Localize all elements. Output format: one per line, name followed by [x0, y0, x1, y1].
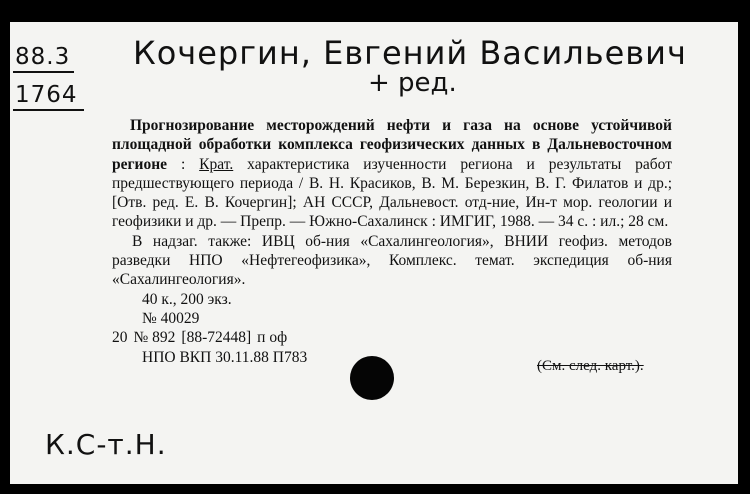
- order-num: 20: [112, 329, 128, 347]
- record-price: 40 к., 200 экз.: [142, 290, 232, 308]
- punch-hole: [350, 356, 394, 400]
- order-no: № 892: [133, 329, 176, 347]
- call-number-line-1: 88.3: [15, 44, 71, 70]
- handwritten-editor-mark: + ред.: [368, 68, 457, 98]
- abbr-text: Крат.: [199, 155, 234, 173]
- record-number: № 40029: [142, 309, 200, 327]
- order-line: [112, 328, 672, 347]
- order-code: [88-72448]: [181, 329, 252, 347]
- record-note: В надзаг. также: ИВЦ об-ния «Сахалингеология», ВНИИ геофиз. методов разведки НПО «Нефтегеофизика», Комплекс. темат. экспедиция об-ния «Сахалингеология».: [112, 232, 672, 289]
- record-description: характеристика изученности региона и результаты работ предшествующего периода / В. Н. Красиков, В. М. Березкин, В. Г. Филатов и др.; [Отв. ред. Е. В. Кочергин]; АН СССР, Дальневост. отд-ние, Ин-т мор. геологии и геофизики и др. — Препр. — Южно-Сахалинск : ИМГИГ, 1988. — 34 с. : ил.; 28 см.: [112, 155, 672, 231]
- record-title: Прогнозирование месторождений нефти и газа на основе устойчивой площадной обработки комплекса геофизических данных в Дальневосточном регионе: [112, 117, 672, 173]
- handwritten-author: Кочергин, Евгений Васильевич: [133, 34, 687, 72]
- handwritten-bottom-note: К.С-т.Н.: [45, 428, 167, 461]
- bibliographic-entry: [112, 116, 672, 232]
- order-tail: п оф: [257, 329, 288, 347]
- record-vkp: НПО ВКП 30.11.88 П783: [142, 348, 308, 366]
- see-next-card: (См. след. карт.).: [537, 358, 644, 374]
- title-separator: :: [167, 155, 200, 173]
- call-number-line-2: 1764: [15, 82, 78, 108]
- record-body: [112, 116, 672, 367]
